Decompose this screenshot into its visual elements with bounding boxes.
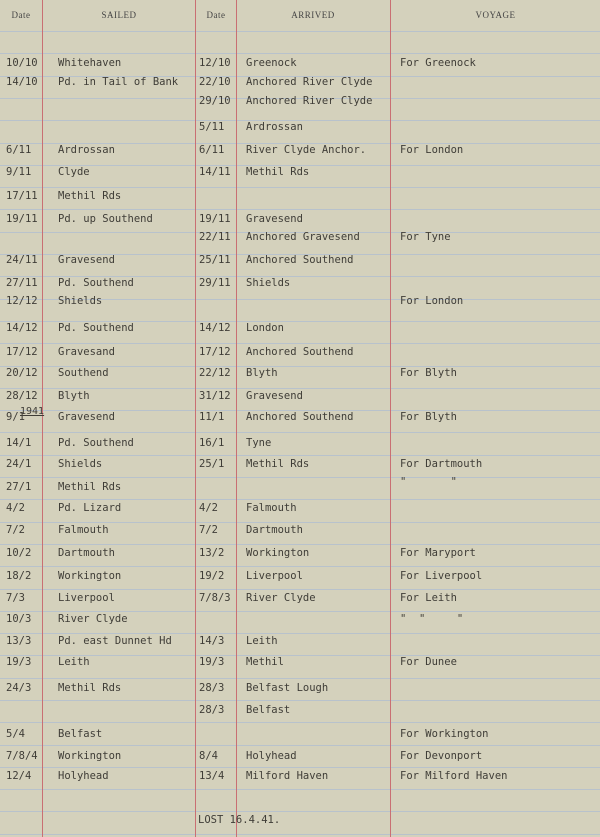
ruled-line <box>0 633 600 634</box>
sailed-place: Methil Rds <box>58 190 122 202</box>
sailed-date: 7/3 <box>6 592 25 604</box>
voyage-note: For Greenock <box>400 57 476 69</box>
voyage-note: For Dartmouth <box>400 458 483 470</box>
column-rule <box>236 0 237 837</box>
ruled-line <box>0 388 600 389</box>
arrived-place: Anchored River Clyde <box>246 76 373 88</box>
arrived-date: 19/2 <box>199 570 225 582</box>
voyage-note: For Blyth <box>400 367 457 379</box>
ruled-line <box>0 432 600 433</box>
arrived-place: Workington <box>246 547 310 559</box>
sailed-date: 14/10 <box>6 76 38 88</box>
arrived-place: Blyth <box>246 367 278 379</box>
ruled-line <box>0 834 600 835</box>
arrived-place: Belfast Lough <box>246 682 329 694</box>
sailed-place: Blyth <box>58 390 90 402</box>
sailed-date: 7/2 <box>6 524 25 536</box>
sailed-place: Workington <box>58 750 122 762</box>
sailed-place: Workington <box>58 570 122 582</box>
sailed-place: Ardrossan <box>58 144 115 156</box>
voyage-note: " " <box>400 476 457 488</box>
sailed-place: Shields <box>58 458 103 470</box>
ruled-line <box>0 722 600 723</box>
arrived-place: Dartmouth <box>246 524 303 536</box>
arrived-date: 11/1 <box>199 411 225 423</box>
arrived-place: London <box>246 322 284 334</box>
ruled-line <box>0 678 600 679</box>
arrived-date: 13/4 <box>199 770 225 782</box>
arrived-date: 5/11 <box>199 121 225 133</box>
arrived-place: Anchored Southend <box>246 411 354 423</box>
sailed-date: 7/8/4 <box>6 750 38 762</box>
arrived-date: 19/3 <box>199 656 225 668</box>
arrived-date: 28/3 <box>199 704 225 716</box>
sailed-place: Leith <box>58 656 90 668</box>
ruled-line <box>0 589 600 590</box>
ruled-line <box>0 767 600 768</box>
arrived-place: Shields <box>246 277 291 289</box>
ruled-line <box>0 499 600 500</box>
voyage-note: For Maryport <box>400 547 476 559</box>
sailed-place: Whitehaven <box>58 57 122 69</box>
sailed-place: Methil Rds <box>58 481 122 493</box>
arrived-place: Milford Haven <box>246 770 329 782</box>
sailed-place: Dartmouth <box>58 547 115 559</box>
arrived-date: 14/3 <box>199 635 225 647</box>
header-arrived: ARRIVED <box>291 10 335 20</box>
column-rule <box>42 0 43 837</box>
sailed-date: 17/12 <box>6 346 38 358</box>
arrived-place: River Clyde <box>246 592 316 604</box>
arrived-place: Anchored Southend <box>246 346 354 358</box>
arrived-date: 25/1 <box>199 458 225 470</box>
arrived-place: River Clyde Anchor. <box>246 144 367 156</box>
sailed-place: Pd. east Dunnet Hd <box>58 635 172 647</box>
arrived-date: 16/1 <box>199 437 225 449</box>
ruled-line <box>0 789 600 790</box>
ruled-line <box>0 455 600 456</box>
voyage-note: For Blyth <box>400 411 457 423</box>
sailed-date: 27/1 <box>6 481 32 493</box>
header-date-sailed: Date <box>11 10 31 20</box>
sailed-place: Falmouth <box>58 524 109 536</box>
sailed-place: Pd. Southend <box>58 437 134 449</box>
sailed-date: 5/4 <box>6 728 25 740</box>
header-voyage: VOYAGE <box>475 10 516 20</box>
arrived-place: Falmouth <box>246 502 297 514</box>
sailed-date: 17/11 <box>6 190 38 202</box>
header-date-arrived: Date <box>206 10 226 20</box>
arrived-place: Gravesend <box>246 213 303 225</box>
arrived-place: Holyhead <box>246 750 297 762</box>
arrived-place: Anchored River Clyde <box>246 95 373 107</box>
sailed-date: 12/4 <box>6 770 32 782</box>
arrived-date: 7/2 <box>199 524 218 536</box>
arrived-date: 4/2 <box>199 502 218 514</box>
ruled-line <box>0 209 600 210</box>
sailed-place: Gravesend <box>58 411 115 423</box>
arrived-date: 25/11 <box>199 254 231 266</box>
sailed-date: 28/12 <box>6 390 38 402</box>
voyage-note: For Workington <box>400 728 489 740</box>
arrived-date: 13/2 <box>199 547 225 559</box>
voyage-note: For Dunee <box>400 656 457 668</box>
sailed-place: Pd. Southend <box>58 277 134 289</box>
arrived-date: 29/11 <box>199 277 231 289</box>
column-rule <box>390 0 391 837</box>
sailed-date: 18/2 <box>6 570 32 582</box>
sailed-date: 24/11 <box>6 254 38 266</box>
voyage-note: For Milford Haven <box>400 770 508 782</box>
ruled-line <box>0 566 600 567</box>
arrived-date: 22/12 <box>199 367 231 379</box>
sailed-date: 12/12 <box>6 295 38 307</box>
arrived-date: 22/11 <box>199 231 231 243</box>
sailed-date: 19/11 <box>6 213 38 225</box>
sailed-place: Shields <box>58 295 103 307</box>
arrived-place: Anchored Southend <box>246 254 354 266</box>
sailed-place: Gravesend <box>58 254 115 266</box>
ruled-line <box>0 745 600 746</box>
sailed-date: 10/3 <box>6 613 32 625</box>
sailed-date: 27/11 <box>6 277 38 289</box>
sailed-place: Gravesand <box>58 346 115 358</box>
arrived-place: Gravesend <box>246 390 303 402</box>
arrived-date: 31/12 <box>199 390 231 402</box>
ruled-line <box>0 53 600 54</box>
ruled-line <box>0 522 600 523</box>
voyage-note: " " " <box>400 613 464 625</box>
lost-note: LOST 16.4.41. <box>198 814 281 826</box>
column-rule <box>195 0 196 837</box>
year-marker: 1941 <box>20 406 45 417</box>
arrived-place: Greenock <box>246 57 297 69</box>
arrived-date: 14/12 <box>199 322 231 334</box>
arrived-place: Methil <box>246 656 284 668</box>
sailed-place: Holyhead <box>58 770 109 782</box>
arrived-date: 28/3 <box>199 682 225 694</box>
sailed-place: Southend <box>58 367 109 379</box>
arrived-place: Anchored Gravesend <box>246 231 360 243</box>
arrived-date: 12/10 <box>199 57 231 69</box>
arrived-date: 14/11 <box>199 166 231 178</box>
arrived-date: 19/11 <box>199 213 231 225</box>
sailed-place: Pd. in Tail of Bank <box>58 76 179 88</box>
sailed-place: Pd. up Southend <box>58 213 153 225</box>
sailed-place: Methil Rds <box>58 682 122 694</box>
arrived-date: 29/10 <box>199 95 231 107</box>
voyage-note: For Tyne <box>400 231 451 243</box>
ruled-line <box>0 811 600 812</box>
sailed-place: Pd. Southend <box>58 322 134 334</box>
ruled-line <box>0 544 600 545</box>
voyage-note: For Leith <box>400 592 457 604</box>
sailed-place: River Clyde <box>58 613 128 625</box>
sailed-date: 9/1 <box>6 411 25 423</box>
arrived-date: 8/4 <box>199 750 218 762</box>
arrived-date: 17/12 <box>199 346 231 358</box>
arrived-place: Tyne <box>246 437 272 449</box>
sailed-date: 10/2 <box>6 547 32 559</box>
voyage-note: For London <box>400 295 464 307</box>
ruled-line <box>0 655 600 656</box>
sailed-date: 14/12 <box>6 322 38 334</box>
ruled-line <box>0 187 600 188</box>
sailed-date: 10/10 <box>6 57 38 69</box>
sailed-place: Clyde <box>58 166 90 178</box>
sailed-place: Liverpool <box>58 592 115 604</box>
arrived-place: Methil Rds <box>246 166 310 178</box>
voyage-note: For London <box>400 144 464 156</box>
arrived-date: 7/8/3 <box>199 592 231 604</box>
sailed-date: 24/3 <box>6 682 32 694</box>
arrived-place: Methil Rds <box>246 458 310 470</box>
header-sailed: SAILED <box>101 10 137 20</box>
sailed-date: 14/1 <box>6 437 32 449</box>
sailed-date: 19/3 <box>6 656 32 668</box>
sailed-date: 24/1 <box>6 458 32 470</box>
arrived-place: Belfast <box>246 704 291 716</box>
sailed-date: 9/11 <box>6 166 32 178</box>
arrived-place: Ardrossan <box>246 121 303 133</box>
sailed-place: Belfast <box>58 728 103 740</box>
voyage-note: For Devonport <box>400 750 483 762</box>
sailed-date: 6/11 <box>6 144 32 156</box>
ruled-line <box>0 700 600 701</box>
ruled-line <box>0 343 600 344</box>
arrived-date: 22/10 <box>199 76 231 88</box>
arrived-date: 6/11 <box>199 144 225 156</box>
sailed-date: 4/2 <box>6 502 25 514</box>
sailed-place: Pd. Lizard <box>58 502 122 514</box>
voyage-note: For Liverpool <box>400 570 483 582</box>
sailed-date: 13/3 <box>6 635 32 647</box>
ruled-line <box>0 31 600 32</box>
ruled-line <box>0 477 600 478</box>
sailed-date: 20/12 <box>6 367 38 379</box>
arrived-place: Leith <box>246 635 278 647</box>
arrived-place: Liverpool <box>246 570 303 582</box>
ruled-line <box>0 611 600 612</box>
